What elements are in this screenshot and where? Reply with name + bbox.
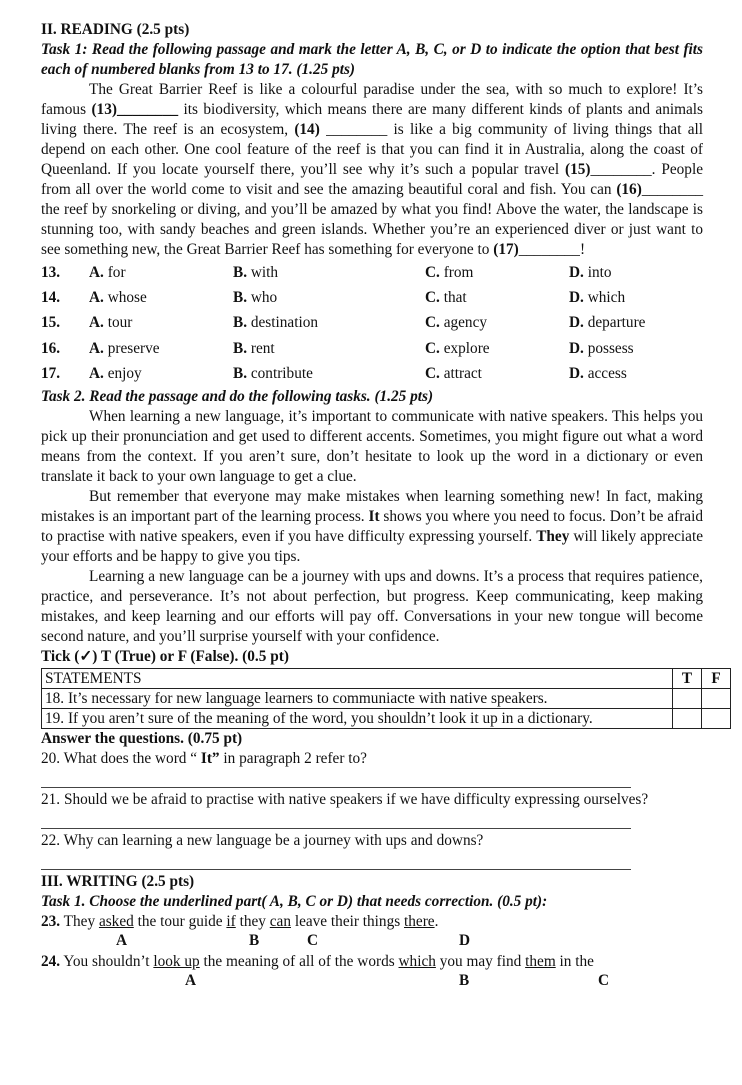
question-row: 16. A. preserve B. rent C. explore D. possess (41, 339, 634, 357)
false-checkbox[interactable] (702, 708, 731, 728)
option-d[interactable]: D. into (569, 263, 612, 281)
option-b[interactable]: B. rent (233, 339, 275, 357)
answer-line-21[interactable] (41, 810, 631, 829)
true-checkbox[interactable] (673, 708, 702, 728)
question-row: 14. A. whose B. who C. that D. which (41, 289, 626, 307)
option-c[interactable]: C. explore (425, 339, 490, 357)
task2-instruction: Task 2. Read the passage and do the following tasks. (1.25 pts) (41, 387, 434, 405)
section-title-writing: III. WRITING (2.5 pts) (41, 872, 195, 890)
answer-letters-24 (41, 972, 703, 992)
table-row (42, 688, 731, 708)
letter-c[interactable]: C (598, 971, 610, 989)
true-false-table (41, 668, 731, 729)
option-c[interactable]: C. agency (425, 314, 488, 332)
task1-options (41, 260, 703, 387)
statement-18: 18. It’s necessary for new language learners to communiacte with native speakers. (42, 688, 673, 708)
option-c[interactable]: C. from (425, 263, 474, 281)
section-title: II. READING (2.5 pts) (41, 21, 190, 38)
letter-b[interactable]: B (459, 971, 470, 989)
option-c[interactable]: C. that (425, 289, 467, 307)
letter-c[interactable]: C (307, 931, 319, 949)
task2-paragraph-1: When learning a new language, it’s important to communicate with native speakers. This helps you pick up their pronunciation and get used to different accents. Sometimes, you might figure out what a word means from the context. If you aren’t sure, don’t hesitate to look up the word in a dictionary or even translate it back to your own language to get a clue. (41, 407, 703, 485)
tick-title: Tick (✓) T (True) or F (False). (0.5 pt) (41, 647, 289, 665)
table-header-row (42, 668, 731, 688)
option-b[interactable]: B. with (233, 263, 279, 281)
question-row: 15. A. tour B. destination C. agency D. departure (41, 314, 646, 332)
statement-19: 19. If you aren’t sure of the meaning of the word, you shouldn’t look it up in a dictionary. (42, 708, 673, 728)
false-checkbox[interactable] (702, 688, 731, 708)
question-23: 23. They asked the tour guide if they can leave their things there. (41, 912, 439, 930)
true-column-header: T (673, 668, 702, 688)
task2-paragraph-3: Learning a new language can be a journey with ups and downs. It’s a process that requires patience, practice, and perseverance. It’s not about perfection, but progress. Keep communicating, keep making mistakes, and keep learning and our efforts will pay off. Conversations in your new tongue will become second nature, and you’ll surprise yourself with your confidence. (41, 567, 703, 645)
answer-title: Answer the questions. (0.75 pt) (41, 729, 243, 747)
question-20: 20. What does the word “ It” in paragraph 2 refer to? (41, 749, 367, 767)
exam-page (41, 20, 721, 992)
question-22: 22. Why can learning a new language be a journey with ups and downs? (41, 831, 484, 849)
question-21: 21. Should we be afraid to practise with native speakers if we have difficulty expressing ourselves? (41, 790, 649, 808)
answer-letters-23 (41, 932, 703, 952)
option-b[interactable]: B. who (233, 289, 278, 307)
option-d[interactable]: D. departure (569, 314, 646, 332)
task2-paragraph-2: But remember that everyone may make mistakes when learning something new! In fact, making mistakes is an important part of the learning process. It shows you where you need to focus. Don’t be afraid to practise with native speakers, even if you have difficulty expressing yourself. They will likely appreciate your efforts and be happy to give you tips. (41, 487, 703, 565)
option-d[interactable]: D. which (569, 289, 626, 307)
option-a[interactable]: A. enjoy (89, 365, 142, 383)
question-24: 24. You shouldn’t look up the meaning of all of the words which you may find them in the (41, 952, 594, 970)
question-row: 17. A. enjoy B. contribute C. attract D. access (41, 365, 627, 383)
option-c[interactable]: C. attract (425, 365, 482, 383)
letter-b[interactable]: B (249, 931, 260, 949)
task1-passage: The Great Barrier Reef is like a colourful paradise under the sea, with so much to explore! It’s famous (13)________ its biodiversity, which means there are many different kinds of plants and animals living there. The reef is an ecosystem, (14) ________ is like a big community of living things that all depend on each other. One cool feature of the reef is that you can find it in Australia, along the coast of Queenland. If you locate yourself there, you’ll see why it’s such a popular travel (15)________. People from all over the world come to visit and see the amazing beautiful coral and fish. You can (16)________ the reef by snorkeling or diving, and you’ll be amazed by what you find! Above the water, the landscape is stunning too, with sandy beaches and green islands. Whether you’re an experienced diver or just want to see something new, the Great Barrier Reef has something for everyone to (17)________! (41, 81, 704, 258)
question-row: 13. A. for B. with C. from D. into (41, 263, 612, 281)
letter-d[interactable]: D (459, 931, 471, 949)
option-a[interactable]: A. whose (89, 289, 147, 307)
option-d[interactable]: D. possess (569, 339, 634, 357)
option-d[interactable]: D. access (569, 365, 627, 383)
answer-line-20[interactable] (41, 769, 631, 788)
option-a[interactable]: A. preserve (89, 339, 160, 357)
false-column-header: F (702, 668, 731, 688)
letter-a[interactable]: A (116, 931, 128, 949)
statements-header: STATEMENTS (42, 668, 673, 688)
letter-a[interactable]: A (185, 971, 197, 989)
option-a[interactable]: A. for (89, 263, 126, 281)
option-a[interactable]: A. tour (89, 314, 133, 332)
task1-instruction: Task 1: Read the following passage and mark the letter A, B, C, or D to indicate the option that best fits each of numbered blanks from 13 to 17. (1.25 pts) (41, 41, 703, 78)
option-b[interactable]: B. contribute (233, 365, 313, 383)
table-row (42, 708, 731, 728)
answer-line-22[interactable] (41, 851, 631, 870)
true-checkbox[interactable] (673, 688, 702, 708)
option-b[interactable]: B. destination (233, 314, 318, 332)
task3-instruction: Task 1. Choose the underlined part( A, B, C or D) that needs correction. (0.5 pt): (41, 892, 548, 910)
